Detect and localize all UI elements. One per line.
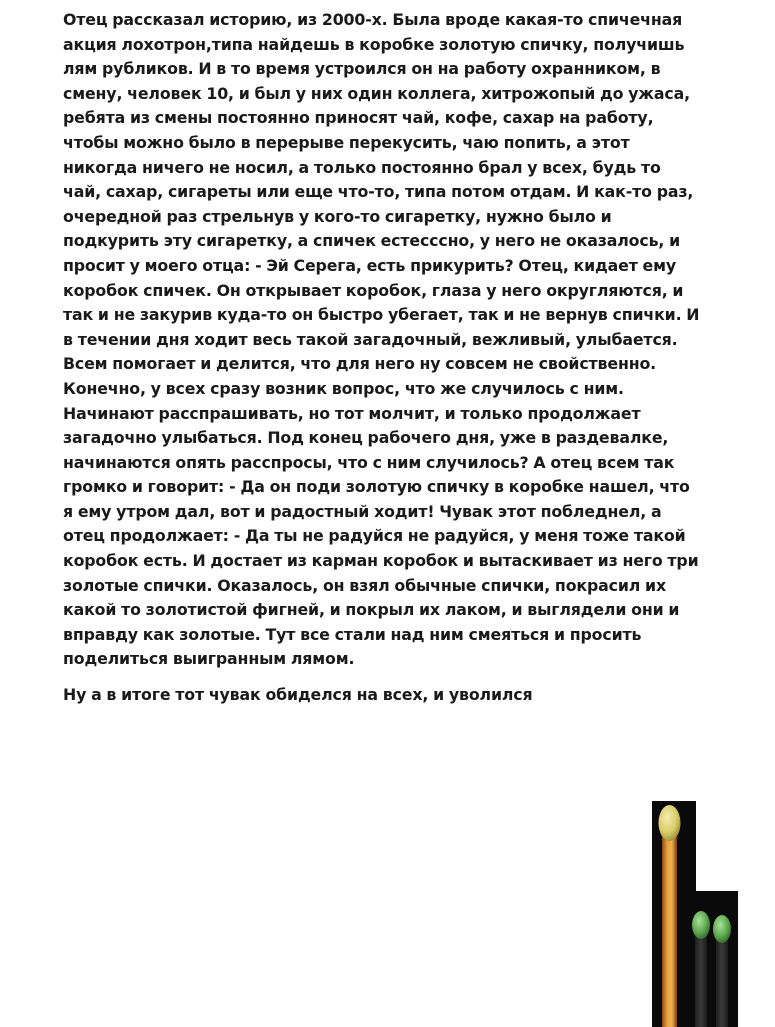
matches-illustration [652, 801, 738, 1027]
story-paragraph: Отец рассказал историю, из 2000-х. Была вроде какая-то спичечная акция лохотрон,типа найдешь в коробке золотую спичку, получишь лям рубликов. И в то время устроился он на работу охранником, в смену, человек 10, и был у них один коллега, хитрожопый до ужаса, ребята из смены постоянно приносят чай, кофе, сахар на работу, чтобы можно было в перерыве перекусить, чаю попить, а этот никогда ничего не носил, а только постоянно брал у всех, будь то чай, сахар, сигареты или еще что-то, типа потом отдам. И как-то раз, очередной раз стрельнув у кого-то сигаретку, нужно было и подкурить эту сигаретку, а спичек естесссно, у него не оказалось, и просит у моего отца: - Эй Серега, есть прикурить? Отец, кидает ему коробок спичек. Он открывает коробок, глаза у него округляются, и так и не закурив куда-то он быстро убегает, так и не вернув спички. И в течении дня ходит весь такой загадочный, вежливый, улыбается. Всем помогает и делится, что для него ну совсем не свойственно. Конечно, у всех сразу возник вопрос, что же случилось с ним. Начинают расспрашивать, но тот молчит, и только продолжает загадочно улыбаться. Под конец рабочего дня, уже в раздевалке, начинаются опять расспросы, что с ним случилось? А отец всем так громко и говорит: - Да он поди золотую спичку в коробке нашел, что я ему утром дал, вот и радостный ходит! Чувак этот побледнел, а отец продолжает: - Да ты не радуйся не радуйся, у меня тоже такой коробок есть. И достает из карман коробок и вытаскивает из него три золотые спички. Оказалось, он взял обычные спички, покрасил их какой то золотистой фигней, и покрыл их лаком, и выглядели они и вправду как золотые. Тут все стали над ним смеяться и просить поделиться выигранным лямом. [63, 10, 700, 669]
story-paragraph: Ну а в итоге тот чувак обиделся на всех, и уволился [63, 685, 533, 705]
matches-photo [652, 801, 738, 1027]
story-text [63, 8, 703, 719]
